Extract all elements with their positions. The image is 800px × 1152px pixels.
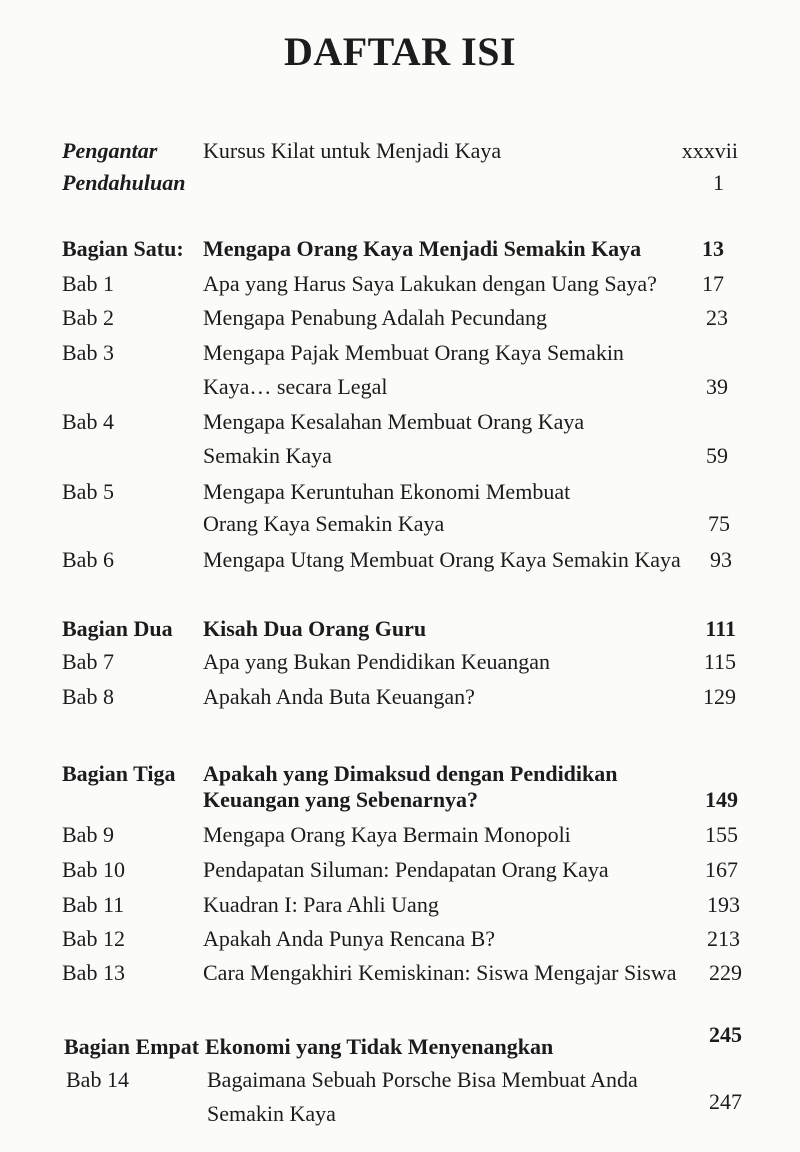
entry-label: Bab 9	[62, 822, 114, 847]
toc-entry-bab-3	[0, 336, 800, 370]
toc-part-tiga-continued	[0, 783, 800, 817]
entry-label: Bab 1	[62, 271, 114, 296]
toc-entry-bab-5	[0, 475, 800, 509]
entry-page-number: 93	[710, 547, 732, 572]
part-title: Apakah yang Dimaksud dengan Pendidikan	[203, 761, 618, 786]
toc-entry-bab-9	[0, 818, 800, 852]
part-page-number: 245	[709, 1022, 742, 1047]
part-label: Bagian Satu:	[62, 236, 184, 261]
entry-page-number: 129	[703, 684, 736, 709]
toc-entry-bab-3-continued	[0, 370, 800, 404]
part-title: Ekonomi yang Tidak Menyenangkan	[205, 1034, 554, 1059]
toc-entry-bab-4	[0, 405, 800, 439]
part-page-number: 111	[705, 616, 736, 641]
entry-label: Bab 8	[62, 684, 114, 709]
entry-title: Mengapa Penabung Adalah Pecundang	[203, 305, 547, 330]
entry-label: Bab 4	[62, 409, 114, 434]
toc-entry-bab-7	[0, 645, 800, 679]
entry-label: Bab 12	[62, 926, 125, 951]
entry-label: Bab 10	[62, 857, 125, 882]
entry-label: Pengantar	[62, 138, 158, 163]
entry-label: Bab 2	[62, 305, 114, 330]
toc-entry-pengantar	[0, 134, 800, 168]
toc-entry-bab-14-continued	[0, 1089, 800, 1131]
entry-title: Apa yang Harus Saya Lakukan dengan Uang Saya?	[203, 271, 657, 296]
toc-entry-bab-4-continued	[0, 439, 800, 473]
toc-part-satu	[0, 232, 800, 266]
entry-label: Bab 11	[62, 892, 125, 917]
toc-entry-bab-13	[0, 956, 800, 990]
entry-title-continued: Orang Kaya Semakin Kaya	[203, 511, 445, 536]
part-page-number: 13	[702, 236, 724, 261]
entry-label: Pendahuluan	[62, 170, 186, 195]
entry-page-number: 167	[705, 857, 738, 882]
toc-entry-pendahuluan	[0, 166, 800, 200]
toc-entry-bab-12	[0, 922, 800, 956]
entry-title-continued: Semakin Kaya	[203, 443, 332, 468]
entry-page-number: 247	[709, 1089, 742, 1114]
entry-title: Mengapa Pajak Membuat Orang Kaya Semakin	[203, 340, 624, 365]
entry-page-number: 229	[709, 960, 742, 985]
entry-title-continued: Semakin Kaya	[207, 1101, 336, 1126]
entry-page-number: 115	[703, 649, 736, 674]
entry-page-number: 213	[707, 926, 740, 951]
part-title: Mengapa Orang Kaya Menjadi Semakin Kaya	[203, 236, 642, 261]
entry-title: Pendapatan Siluman: Pendapatan Orang Kaya	[203, 857, 609, 882]
entry-page-number: 17	[702, 271, 724, 296]
entry-label: Bab 13	[62, 960, 125, 985]
entry-page-number: 193	[707, 892, 740, 917]
toc-entry-bab-6	[0, 543, 800, 577]
entry-page-number: 59	[706, 443, 728, 468]
entry-title: Apakah Anda Punya Rencana B?	[203, 926, 496, 951]
entry-title: Mengapa Keruntuhan Ekonomi Membuat	[203, 479, 571, 504]
page-title: DAFTAR ISI	[283, 29, 517, 74]
toc-entry-bab-10	[0, 853, 800, 887]
entry-title: Cara Mengakhiri Kemiskinan: Siswa Mengajar Siswa	[203, 960, 677, 985]
entry-label: Bab 5	[62, 479, 114, 504]
entry-title: Kuadran I: Para Ahli Uang	[203, 892, 439, 917]
part-title-continued: Keuangan yang Sebenarnya?	[203, 787, 479, 812]
entry-page-number: xxxvii	[681, 138, 738, 163]
toc-part-dua	[0, 612, 800, 646]
entry-title: Kursus Kilat untuk Menjadi Kaya	[203, 138, 502, 163]
part-label: Bagian Tiga	[62, 761, 176, 786]
entry-page-number: 1	[713, 170, 724, 195]
entry-label: Bab 7	[62, 649, 114, 674]
entry-title: Mengapa Kesalahan Membuat Orang Kaya	[203, 409, 585, 434]
toc-entry-bab-1	[0, 267, 800, 301]
part-title: Kisah Dua Orang Guru	[203, 616, 427, 641]
entry-title: Apakah Anda Buta Keuangan?	[203, 684, 475, 709]
toc-entry-bab-8	[0, 680, 800, 714]
toc-entry-bab-14	[0, 1063, 800, 1097]
part-page-number: 149	[705, 787, 738, 812]
entry-page-number: 39	[706, 374, 728, 399]
entry-label: Bab 3	[62, 340, 114, 365]
entry-title: Bagaimana Sebuah Porsche Bisa Membuat Anda	[207, 1067, 638, 1092]
entry-title: Mengapa Utang Membuat Orang Kaya Semakin Kaya	[203, 547, 681, 572]
entry-label: Bab 14	[66, 1067, 129, 1092]
toc-entry-bab-5-continued	[0, 507, 800, 541]
entry-page-number: 155	[705, 822, 738, 847]
entry-label: Bab 6	[62, 547, 114, 572]
entry-title: Apa yang Bukan Pendidikan Keuangan	[203, 649, 551, 674]
entry-page-number: 75	[708, 511, 730, 536]
entry-page-number: 23	[706, 305, 728, 330]
part-label: Bagian Empat	[64, 1034, 200, 1059]
entry-title: Mengapa Orang Kaya Bermain Monopoli	[203, 822, 571, 847]
entry-title-continued: Kaya… secara Legal	[203, 374, 388, 399]
toc-entry-bab-11	[0, 888, 800, 922]
toc-part-empat	[0, 1022, 800, 1064]
part-label: Bagian Dua	[62, 616, 173, 641]
toc-entry-bab-2	[0, 301, 800, 335]
